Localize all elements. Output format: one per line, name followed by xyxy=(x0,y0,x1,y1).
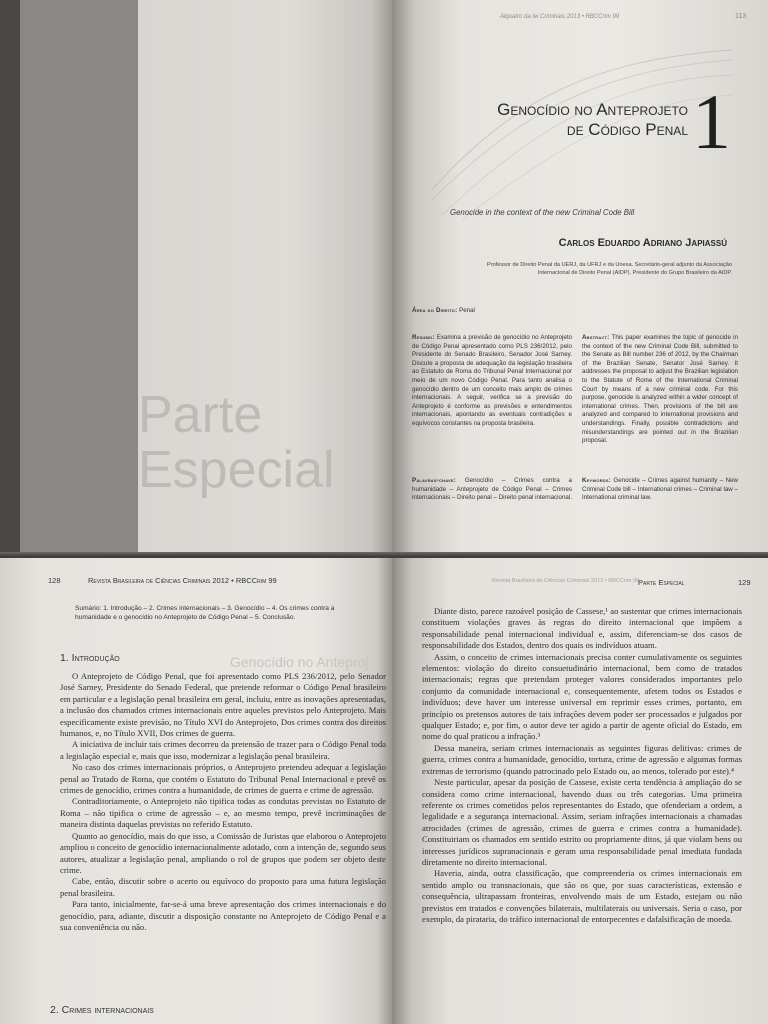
paragraph: No caso dos crimes internacionais próprios, o Anteprojeto pretendeu adequar a legislação penal ao Tratado de Roma, que contém o Estatuto do Tribunal Penal Internacional e prevê os crimes de genocídio, crimes contra a humanidade, de crimes de guerra e crime de agressão. xyxy=(60,762,386,796)
top-right-page xyxy=(392,0,768,558)
resumo-text: Examina a previsão de genocídio no Anteprojeto de Código Penal apresentado como PLS 236/2012, pelo Presidente do Senado Brasileiro, Senador José Sarney. Discute a proposta de adequação da legislação brasileira ao Estatuto de Roma do Tribunal Penal Internacional por meio de um novo Código Penal. Para tanto analisa o genocídio dentro de um conceito mais amplo de crimes internacionais. A seguir, verifica se a previsão do Anteprojeto é conforme as previsões e entendimentos internacionais, apontando as eventuais contradições e equívocos constantes na proposta brasileira. xyxy=(412,334,572,427)
page-number: 128 xyxy=(48,576,61,585)
section-heading-2: 2. Crimes internacionais xyxy=(50,1004,154,1016)
page-number: 129 xyxy=(738,578,751,587)
paragraph: Diante disto, parece razoável posição de Cassese,¹ ao sustentar que crimes internacionais constituem violações graves às regras do direito internacional que impõem a responsabilidade penal internacional individual e, assim, diferenciam-se dos casos de responsabilidade dos Estados, dentro dos quais os indivíduos atuam. xyxy=(422,606,742,651)
english-subtitle: Genocide in the context of the new Criminal Code Bill xyxy=(450,208,635,217)
area-label: Área do Direito: xyxy=(412,307,458,314)
ghost-word-especial: Especial xyxy=(138,441,335,499)
palavras-text: Genocídio – Crimes contra a humanidade – Anteprojeto de Código Penal – Crimes internacionais – Direito penal – Direito penal internacional. xyxy=(412,477,572,502)
top-left-page xyxy=(0,0,392,558)
paragraph: Dessa maneira, seriam crimes internacionais as seguintes figuras delitivas: crimes de guerra, crimes contra a humanidade, genocídio, tortura, crime de agressão e algumas formas extremas de terrorismo (quando patrocinado pelo Estado ou, ao menos, tolerado por este).⁴ xyxy=(422,742,742,776)
resumo-block xyxy=(412,334,572,429)
paragraph: A iniciativa de incluir tais crimes decorreu da pretensão de trazer para o Código Penal toda a legislação especial e, mais que isso, modernizar a legislação penal brasileira. xyxy=(60,739,386,761)
chapter-title xyxy=(470,100,688,140)
chapter-number: 1 xyxy=(692,78,731,165)
title-line-2: de Código Penal xyxy=(566,120,688,139)
grey-band xyxy=(20,0,138,558)
paragraph: O Anteprojeto de Código Penal, que foi apresentado como PLS 236/2012, pelo Senador José Sarney, Presidente do Senado Federal, que pretende reformar o Código Penal brasileiro em particular e a legislação penal brasileira em geral, incluiu, entre as inovações apresentadas, a inclusão dos chamados crimes internacionais entre aqueles previstos pelo Anteprojeto. Mais especificamente existe previsão, no Título XVI do Anteprojeto, Dos crimes contra dos direitos humanos, e, no Título XVII, Dos crimes de guerra. xyxy=(60,671,386,739)
resumo-label: Resumo: xyxy=(412,334,435,341)
abstract-text: This paper examines the topic of genocide in the context of the new Criminal Code Bill, submitted to the Senate as Bill number 236 of 2012, by the Chairman of the Brazilian Senate, Senator José Sarney. It addresses the proposal to adjust the Brazilian legislation to the Statute of Rome of the International Criminal Court by means of a new criminal code. For this purpose, genocide is analyzed within a wider concept of international crimes. Then, provisions of the bill are analyzed and compared to international provisions and understandings. Finally, possible contradictions and misunderstandings are pointed out in the Brazilian proposal. xyxy=(582,334,738,445)
paragraph: Para tanto, inicialmente, far-se-á uma breve apresentação dos crimes internacionais e do genocídio, para, adiante, discutir a disposição constante no Anteprojeto de Código Penal e a sua conveniência ou não. xyxy=(60,899,386,932)
sumario: Sumário: 1. Introdução – 2. Crimes internacionais – 3. Genocídio – 4. Os crimes contra a humanidade e o genocídio no Anteprojeto de Código Penal – 5. Conclusão. xyxy=(75,605,335,621)
keywords-block xyxy=(582,477,738,503)
palavras-label: Palavras-chave: xyxy=(412,477,456,484)
section-label: Parte Especial xyxy=(638,578,685,587)
paragraph: Assim, o conceito de crimes internacionais precisa conter cumulativamente os seguintes elementos: violação do direito consuetudinário internacional, bem como de tratados internacionais; regras que pretendam proteger valores considerados importantes pelo conjunto da comunidade internacional e, consequentemente, afetem todos os Estados e indivíduos; deve haver um interesse universal em reprimir esses crimes, portanto, em princípio os pretensos autores de tais infrações devem poder ser processados e julgados por qualquer Estado; e, por fim, o autor deve ter agido a partir de agente oficial do Estado, em nome do qual praticou a infração.³ xyxy=(422,651,742,742)
keywords-text: Genocide – Crimes against humanity – New Criminal Code bill – International crimes – Criminal law – International criminal law. xyxy=(582,477,738,502)
area-line xyxy=(412,307,562,316)
paragraph: Quanto ao genocídio, mais do que isso, a Comissão de Juristas que elaborou o Anteprojeto ampliou o conceito de genocídio internacionalmente adotado, com a intenção de, segundo seus autores, atualizar a legislação penal, ampliando o rol de grupos que podem ser objeto deste crime. xyxy=(60,830,386,875)
area-value: Penal xyxy=(459,307,475,314)
keywords-label: Keywords: xyxy=(582,477,611,484)
bottom-right-page xyxy=(392,558,768,1024)
running-head: Revista Brasileira de Ciências Criminais 2012 • RBCCrim 99 xyxy=(88,576,277,585)
palavras-chave-block xyxy=(412,477,572,503)
abstract-label: Abstract: xyxy=(582,334,610,341)
running-head: Alquatro da lei Criminais 2013 • RBCCrim 99 xyxy=(500,14,620,20)
show-through-heading: Genocídio no Anteproj xyxy=(230,654,369,670)
author-name: Carlos Eduardo Adriano Japiassú xyxy=(558,237,727,249)
paragraph: Neste particular, apesar da posição de Cassese, existe certa tendência à ampliação do se considera como crime internacional, havendo duas ou três categorias. Uma primeira referente os crimes cometidos pelos representantes do Estado, que ofenderiam a ordem, a legalidade e a segurança internacional. Assim, seriam infrações internacionais a chamadas atrocidades (crimes de agressão, crimes de guerra e crimes contra a humanidade). Constituiriam os chamados em sentido estrito ou propriamente ditos, já que violam bens ou interesses jurídicos supranacionais e geram uma responsabilidade penal imediata fundada diretamente no direito internacional. xyxy=(422,777,742,867)
page-number: 113 xyxy=(735,13,747,20)
author-affiliation: Professor de Direito Penal da UERJ, da UFRJ e da Unesa. Secretário-geral adjunto da Associação Internacional de Direito Penal (AIDP). Presidente do Grupo Brasileiro da AIDP. xyxy=(486,262,732,276)
section-heading-1: 1. Introdução xyxy=(60,652,120,664)
bottom-left-page xyxy=(0,558,392,1024)
page-paper xyxy=(138,0,392,558)
title-line-1: Genocídio no Anteprojeto xyxy=(497,100,688,119)
paragraph: Contraditoriamente, o Anteprojeto não tipifica todas as condutas previstas no Estatuto de Roma – não tipifica o crime de agressão – e, ao mesmo tempo, prevê incriminações de maneira distinta daquelas previstas no referido Estatuto. xyxy=(60,796,386,830)
paragraph: Cabe, então, discutir sobre o acerto ou equívoco do proposto para uma futura legislação penal brasileira. xyxy=(60,876,386,898)
book-edge xyxy=(0,0,20,558)
body-text xyxy=(422,606,742,925)
show-through-running-head: Revista Brasileira de Ciências Criminais 2012 • RBCCrim 99 xyxy=(492,578,640,584)
abstract-block xyxy=(582,334,738,446)
body-text xyxy=(60,671,386,933)
ghost-word-parte: Parte xyxy=(138,386,263,444)
paragraph: Haveria, ainda, outra classificação, que compreenderia os crimes internacionais em sentido amplo ou transnacionais, que são os que, por suas características, extensão e consequência, ultrapassam fronteiras, envolvendo mais de um Estado, estejam ou não previstos em tratados e convenções bilaterais, multilaterais ou universais. Seria o caso, por exemplo, da pirataria, do tráfico internacional de entorpecentes e dafalsificação de moeda. xyxy=(422,868,742,924)
